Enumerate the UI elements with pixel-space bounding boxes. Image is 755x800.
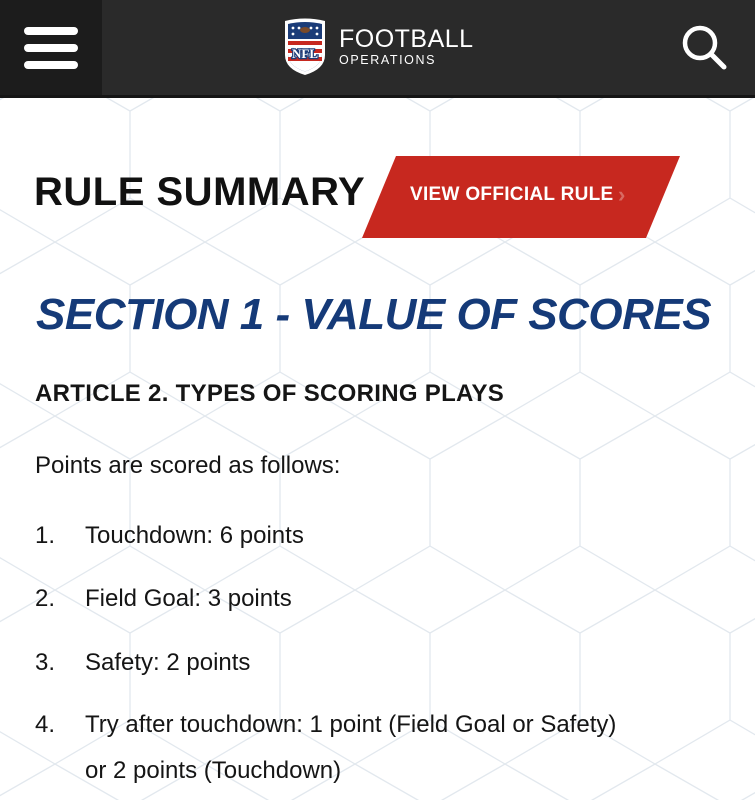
hamburger-menu-icon bbox=[24, 27, 78, 35]
list-item-number: 4. bbox=[35, 711, 56, 738]
article-title: ARTICLE 2. TYPES OF SCORING PLAYS bbox=[35, 380, 505, 407]
view-official-rule-label: VIEW OFFICIAL RULE bbox=[410, 184, 614, 205]
brand-wordmark bbox=[339, 27, 474, 67]
top-navigation-bar bbox=[0, 0, 755, 98]
nfl-football-operations-logo[interactable] bbox=[281, 16, 474, 78]
search-icon bbox=[679, 22, 729, 72]
hamburger-menu-button[interactable] bbox=[0, 0, 102, 95]
brand-line-operations: OPERATIONS bbox=[339, 53, 437, 68]
list-item-text: Touchdown: 6 points bbox=[85, 522, 304, 549]
section-title: SECTION 1 - VALUE OF SCORES bbox=[36, 290, 712, 339]
list-item-text bbox=[85, 702, 616, 794]
view-official-rule-button[interactable] bbox=[362, 156, 680, 238]
rule-content bbox=[0, 98, 755, 800]
list-item-text: Field Goal: 3 points bbox=[85, 585, 292, 612]
rule-summary-heading: RULE SUMMARY bbox=[34, 170, 366, 214]
nfl-shield-icon bbox=[281, 17, 329, 77]
list-item-text-line: or 2 points (Touchdown) bbox=[85, 757, 342, 784]
hamburger-menu-icon-bar bbox=[24, 44, 78, 52]
intro-text: Points are scored as follows: bbox=[35, 452, 341, 479]
nfl-logo-text: NFL bbox=[292, 46, 318, 61]
list-item-text-line: Try after touchdown: 1 point (Field Goal or Safety) bbox=[85, 711, 617, 738]
search-button[interactable] bbox=[679, 22, 729, 72]
list-item-number: 3. bbox=[35, 649, 56, 676]
chevron-right-icon: › bbox=[618, 182, 626, 207]
hamburger-menu-icon-bar bbox=[24, 61, 78, 69]
brand-line-football: FOOTBALL bbox=[339, 25, 474, 54]
list-item-number: 1. bbox=[35, 522, 56, 549]
list-item-text: Safety: 2 points bbox=[85, 649, 251, 676]
list-item-number: 2. bbox=[35, 585, 56, 612]
